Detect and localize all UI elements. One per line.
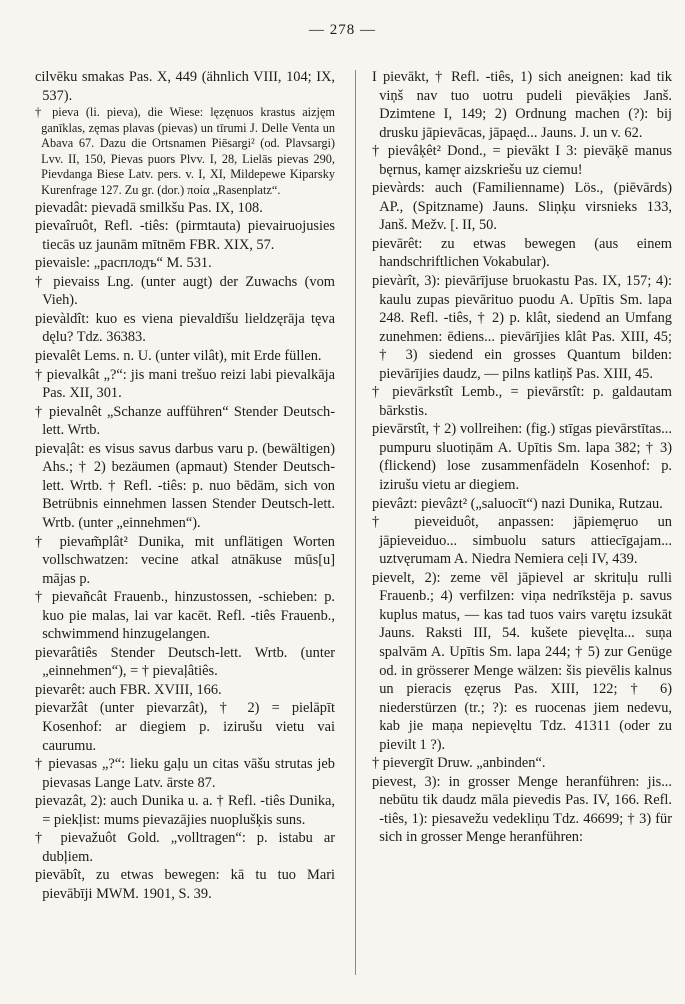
dictionary-entry: pievarêt: auch FBR. XVIII, 166. <box>35 681 222 698</box>
right-column <box>372 68 672 847</box>
dictionary-entry: † pievažuôt Gold. „volltragen“: p. istabu ar dubļiem. <box>35 830 335 865</box>
dictionary-entry: pievarâtiês Stender Deutsch-lett. Wrtb. (unter „einnehmen“), = † pievaļâtiês. <box>35 644 335 680</box>
page-number: — 278 — <box>309 22 376 38</box>
dictionary-entry: † pievergīt Druw. „anbinden“. <box>372 755 546 772</box>
left-column <box>35 68 335 903</box>
dictionary-entry: † pievalkât „?“: jis mani trešuo reizi labi pievalkāja Pas. XII, 301. <box>35 366 335 402</box>
dictionary-entry: † pievaiss Lng. (unter augt) der Zuwachs (vom Vieh). <box>35 273 335 309</box>
dictionary-entry: † pievâķêt² Dond., = pievākt I 3: pievāķē manus bęrnus, kamęr aizskriešu uz ciemu! <box>372 143 672 178</box>
dictionary-entry: † pieva (li. pieva), die Wiese: lęzęnuos krastus aizjęm ganīklas, zęmas plavas (pievas) un tīrumi J. Delle Venta un Abava 67. Dazu die Ortsnamen Piēsargi² (od. Plavsargi) Lvv. II, 150, Pievas puors Plvv. I, 28, Lielās pievas 290, Pievdanga Biese Latv. pers. v. I, XI, Mildepewe Kiparsky Kurenfrage 127. Zu gr. (dor.) ποία „Rasenplatz“. <box>35 105 335 198</box>
dictionary-entry: † pieveiduôt, anpassen: jāpiemęruo un jāpieveiduo... simbuolu saturs attiecīgajam... uztvęrumam A. Niedra Nemiera ceļi IV, 439. <box>372 514 672 568</box>
dictionary-entry: I pievākt, † Refl. -tiês, 1) sich aneignen: kad tik viņš nav tuo uotru pudeli pievāķies Janš. Dzimtene I, 149; 2) Ordnung machen (?): bij drusku jāpievācas, jāpaęd... Jauns. J. un v. 62. <box>372 69 672 141</box>
dictionary-entry: pievàrît, 3): pievārījuse bruokastu Pas. IX, 157; 4): kaulu zupas pievārituo puodu A. Upītis Sm. lapa 248. Refl. -tiês, † 2) p. klât, siedend an Umfang zunehmen: ēdiens... pievārījies klât Pas. XIII, 45; † 3) siedend ein grosses Quantum bilden: pievārījies daudz, — pilns katliņš Pas. XIII, 45. <box>372 273 672 382</box>
dictionary-entry: † pievam̃plât² Dunika, mit unflätigen Worten vollschwatzen: vecine atkal atnākuse mūs[u] mājas p. <box>35 533 335 587</box>
dictionary-entry: pievazât, 2): auch Dunika u. a. † Refl. -tiês Dunika, = piekļist: mums pievazājies nuoplušķis suns. <box>35 793 335 828</box>
dictionary-entry: pievābît, zu etwas bewegen: kā tu tuo Mari pievābīji MWM. 1901, S. 39. <box>35 867 335 902</box>
dictionary-entry: pievalêt Lems. n. U. (unter vilât), mit Erde füllen. <box>35 348 322 365</box>
dictionary-entry: pievārstît, † 2) vollreihen: (fig.) stīgas pievārstītas... pumpuru sluotiņām A. Upītis Sm. lapa 382; † 3) (flickend) lose zusammenfädeln Kosenhof: p. izirušu vietu ar diegiem. <box>372 421 672 494</box>
dictionary-entry: † pievalnêt „Schanze aufführen“ Stender Deutsch-lett. Wrtb. <box>35 403 335 439</box>
dictionary-entry: cilvēku smakas Pas. X, 449 (ähnlich VIII, 104; IX, 537). <box>35 69 335 104</box>
dictionary-entry: pievelt, 2): zeme vēl jāpievel ar skrituļu rulli Frauenb.; 4) verfilzen: viņa nedrīkstēja p. savus kuplus matus, — kas tad tuos vairs varętu izsukāt Jauns. Raksti III, 54. kušete pievęlta... suņa spalvām A. Upītis Sm. lapa 244; † 5) zur Genüge od. in grösserer Menge wälzen: šis pievēlis kalnus un pieracis ęzęrus Pas. XIII, 122; † 6) niederstürzen (tr.; ?): es ruocenas jiem nedevu, kab jie maņa nepievęltu Tdz. 41311 (oder zu pievilt 1 ?). <box>372 569 672 753</box>
dictionary-entry: pievaîruôt, Refl. -tiês: (pirmtauta) pievairuojusies tiecās uz jaunām mītnēm FBR. XIX, 57. <box>35 218 335 253</box>
dictionary-entry: † pievārkstît Lemb., = pievārstît: p. galdautam bārkstis. <box>372 384 672 419</box>
dictionary-entry: pievest, 3): in grosser Menge heranführen: jis... nebūtu tik daudz māla pievedis Pas. IV, 166. Refl. -tiês, 1): piesavežu vedekliņu Tdz. 46699; † 3) für sich in grosser Menge heranführen: <box>372 773 672 846</box>
dictionary-entry: † pievasas „?“: lieku gaļu un citas vāšu strutas jeb pievasas Lange Latv. ārste 87. <box>35 756 335 791</box>
dictionary-entry: pievadât: pievadā smilkšu Pas. IX, 108. <box>35 199 263 216</box>
dictionary-entry: pievaržât (unter pievarzât), † 2) = pielāpīt Kosenhof: ar diegiem p. izirušu vietu vai caurumu. <box>35 700 335 754</box>
dictionary-entry: † pievañcât Frauenb., hinzustossen, -schieben: p. kuo pie malas, lai var kacēt. Refl. -tiês Frauenb., schwimmend hinzugelangen. <box>35 589 335 643</box>
dictionary-entry: pievàrds: auch (Familienname) Lös., (piēvārds) AP., (Spitzname) Jauns. Sliņķu virsnieks 133, Janš. Mežv. [. II, 50. <box>372 180 672 234</box>
dictionary-entry: pievaļât: es visus savus darbus varu p. (bewältigen) Ahs.; † 2) bezäumen (apmaut) Stender Deutsch-lett. Wrtb. † Refl. -tiês: p. nuo bēdām, sich von Betrübnis einnehmen lassen Stender Deutsch-lett. Wrtb. (unter „einnehmen“). <box>35 440 335 531</box>
column-divider <box>355 70 356 975</box>
dictionary-entry: pievàldît: kuo es viena pievaldīšu lieldzęrāja tęva dęlu? Tdz. 36383. <box>35 310 335 346</box>
dictionary-entry: pievâzt: pievâzt² („saluocīt“) nazi Dunika, Rutzau. <box>372 495 663 512</box>
dictionary-entry: pievaisle: „расплодъ“ M. 531. <box>35 255 212 272</box>
dictionary-entry: pievārêt: zu etwas bewegen (aus einem handschriftlichen Vokabular). <box>372 235 672 271</box>
